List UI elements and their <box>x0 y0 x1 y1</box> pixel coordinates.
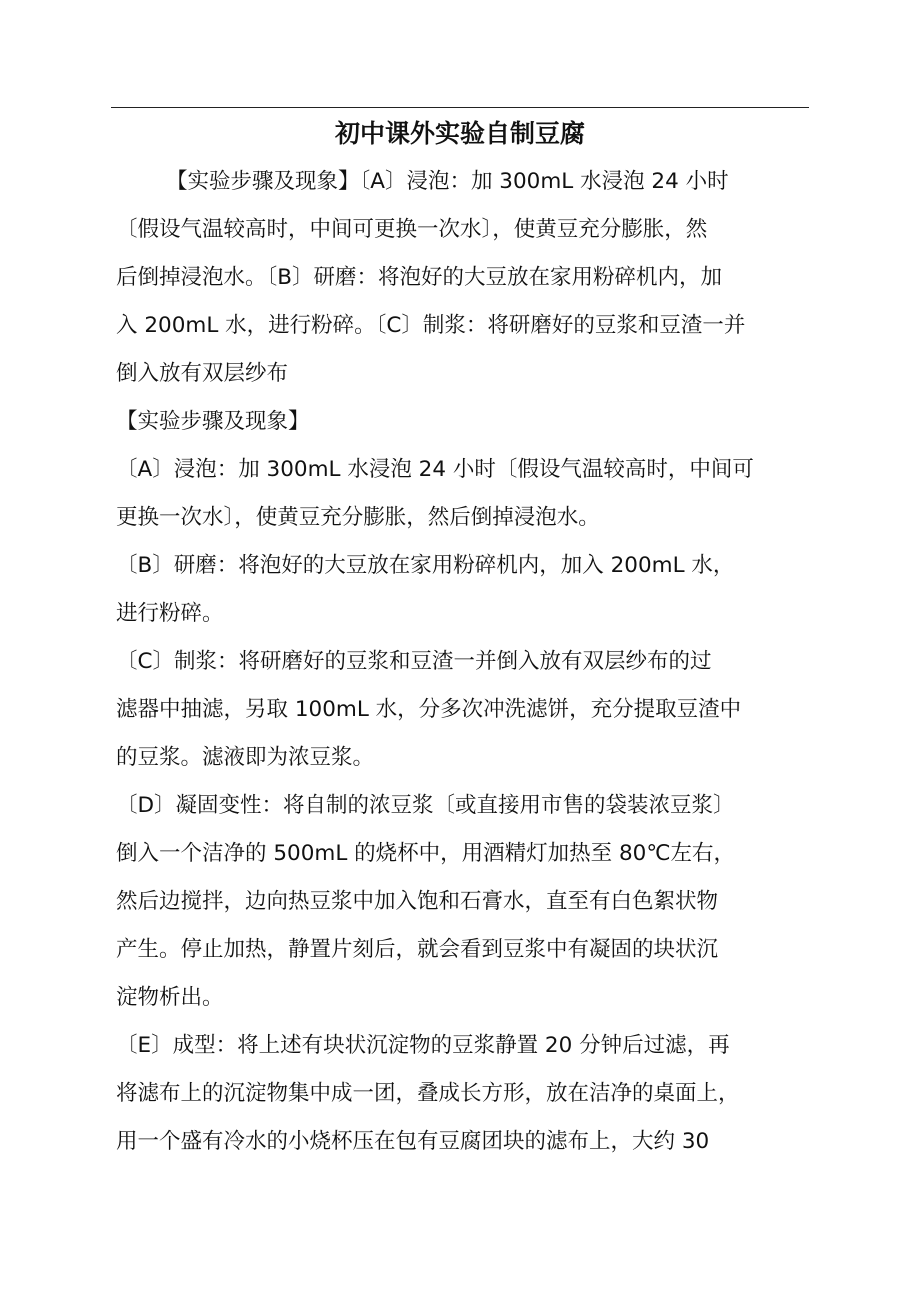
text-line: 后倒掉浸泡水。〔B〕研磨：将泡好的大豆放在家用粉碎机内，加 <box>116 265 723 290</box>
text-line: 滤器中抽滤，另取 100mL 水，分多次冲洗滤饼，充分提取豆渣中 <box>116 697 742 722</box>
text-line: 用一个盛有冷水的小烧杯压在包有豆腐团块的滤布上，大约 30 <box>116 1129 710 1154</box>
text-line: 【实验步骤及现象】〔A〕浸泡：加 300mL 水浸泡 24 小时 <box>166 169 729 194</box>
text-line: 〔C〕制浆：将研磨好的豆浆和豆渣一并倒入放有双层纱布的过 <box>116 649 712 674</box>
header-rule <box>111 107 809 108</box>
text-line: 〔B〕研磨：将泡好的大豆放在家用粉碎机内，加入 200mL 水， <box>116 553 735 578</box>
text-line: 倒入一个洁净的 500mL 的烧杯中，用酒精灯加热至 80℃左右， <box>116 841 735 866</box>
text-line: 产生。停止加热，静置片刻后，就会看到豆浆中有凝固的块状沉 <box>116 937 719 962</box>
text-line: 〔E〕成型：将上述有块状沉淀物的豆浆静置 20 分钟后过滤，再 <box>116 1033 730 1058</box>
text-line: 淀物析出。 <box>116 985 224 1010</box>
text-line: 然后边搅拌，边向热豆浆中加入饱和石膏水，直至有白色絮状物 <box>116 889 719 914</box>
text-line: 更换一次水〕，使黄豆充分膨胀，然后倒掉浸泡水。 <box>116 505 600 530</box>
text-line: 〔D〕凝固变性：将自制的浓豆浆〔或直接用市售的袋装浓豆浆〕 <box>116 793 735 818</box>
text-line: 【实验步骤及现象】 <box>116 409 310 434</box>
document-body <box>116 158 816 1166</box>
text-line: 〔A〕浸泡：加 300mL 水浸泡 24 小时〔假设气温较高时，中间可 <box>116 457 754 482</box>
text-line: 倒入放有双层纱布 <box>116 361 289 386</box>
text-line: 将滤布上的沉淀物集中成一团，叠成长方形，放在洁净的桌面上， <box>116 1081 740 1106</box>
document-title: 初中课外实验自制豆腐 <box>334 119 585 148</box>
text-line: 〔假设气温较高时，中间可更换一次水〕，使黄豆充分膨胀，然 <box>116 217 708 242</box>
text-line: 入 200mL 水，进行粉碎。〔C〕制浆：将研磨好的豆浆和豆渣一并 <box>116 313 746 338</box>
text-line: 的豆浆。滤液即为浓豆浆。 <box>116 745 375 770</box>
text-line: 进行粉碎。 <box>116 601 224 626</box>
